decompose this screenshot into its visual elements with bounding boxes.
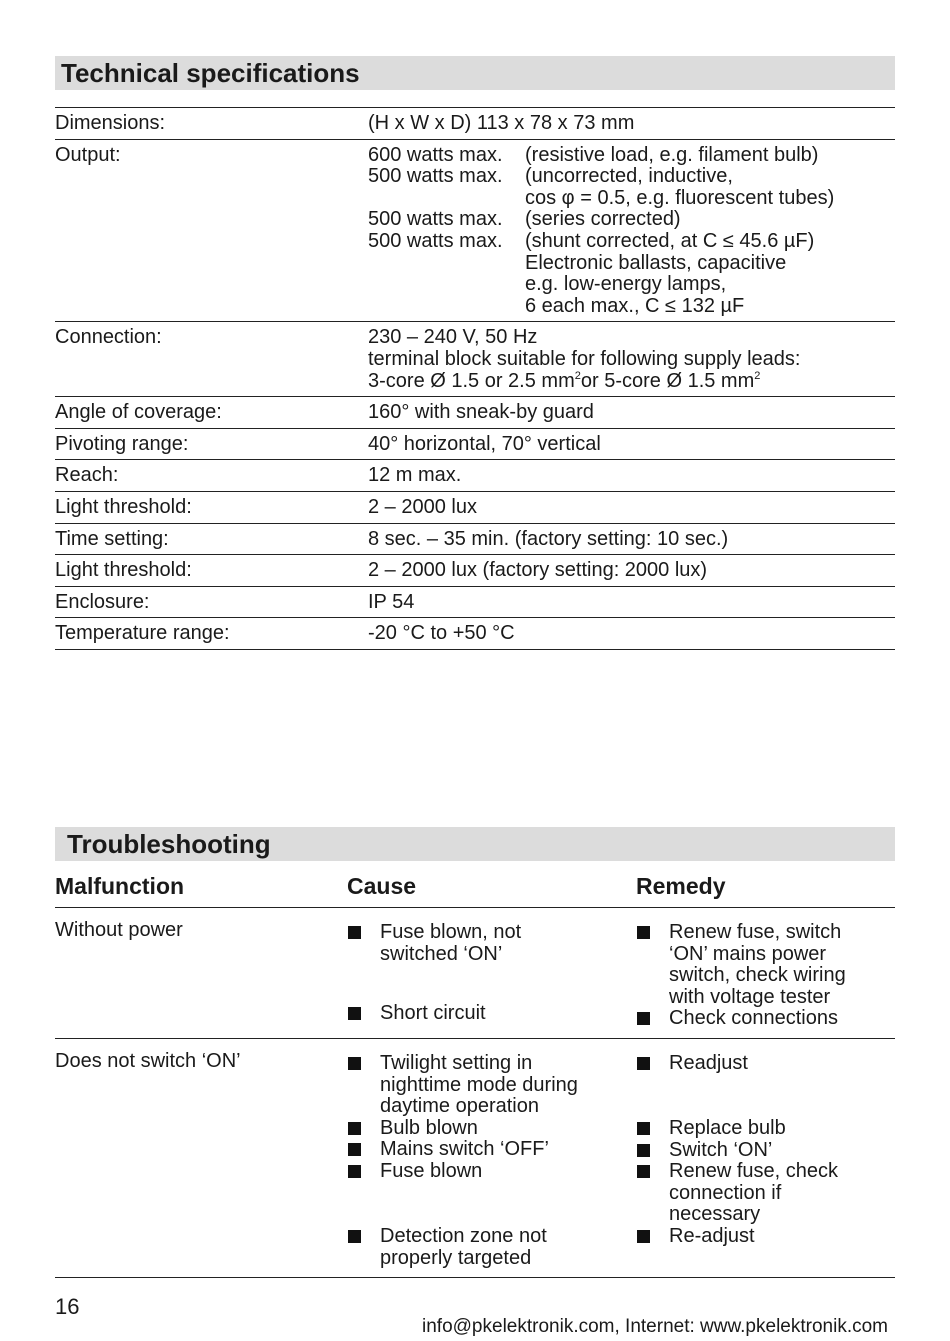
spec-value [368,327,895,392]
page-number: 16 [55,1294,80,1319]
spec-value: IP 54 [368,590,415,613]
spec-value: 2 – 2000 lux [368,495,477,518]
spec-label: Angle of coverage: [55,401,222,424]
remedy-item: Re-adjust [636,1226,895,1248]
square-bullet-icon [348,1165,361,1178]
troubleshooting-row [55,1039,895,1278]
superscript: 2 [574,369,581,382]
square-bullet-icon [637,926,650,939]
specs-table [55,107,895,650]
spec-label: Dimensions: [55,112,166,134]
square-bullet-icon [348,926,361,939]
spec-value: 160° with sneak-by guard [368,401,594,424]
spec-row-dimensions [55,108,895,140]
col-header-cause: Cause [347,873,417,899]
square-bullet-icon [348,1122,361,1135]
output-watts: 500 watts max. [368,229,503,252]
spec-row [55,618,895,650]
troubleshooting-row [55,908,895,1039]
cause-item: Short circuit [347,1003,636,1025]
connection-leads-b: or 5-core Ø 1.5 mm [580,369,755,392]
spec-label: Light threshold: [55,559,192,582]
cause-item: Mains switch ‘OFF’ [347,1139,636,1161]
output-watts [368,188,525,210]
output-desc: Electronic ballasts, capacitive [525,251,787,274]
spec-label: Time setting: [55,527,169,550]
remedy-item: Replace bulb [636,1118,895,1140]
output-watts [368,274,525,296]
remedy-item: Switch ‘ON’ [636,1140,895,1162]
spec-label: Connection: [55,326,162,349]
output-desc: (series corrected) [525,208,681,231]
cause-list [347,922,636,1030]
spec-label: Enclosure: [55,590,150,613]
malfunction: Without power [55,919,183,941]
square-bullet-icon [348,1143,361,1156]
spec-row [55,460,895,492]
spec-row-output [55,140,895,323]
remedy-item: Readjust [636,1053,895,1118]
output-watts: 500 watts max. [368,165,503,188]
connection-leads-a: 3-core Ø 1.5 or 2.5 mm [368,369,575,392]
remedy-list [636,1053,895,1269]
output-watts [368,296,525,318]
specs-title: Technical specifications [55,56,895,90]
spec-row [55,397,895,429]
output-line [368,274,895,296]
output-line [368,253,895,275]
technical-specifications [55,56,895,650]
cause-item: Fuse blown, not switched ‘ON’ [347,922,636,1003]
square-bullet-icon [637,1165,650,1178]
cause-item: Fuse blown [347,1161,636,1226]
cause-item: Bulb blown [347,1118,636,1140]
cause-list [347,1053,636,1269]
square-bullet-icon [348,1230,361,1243]
troubleshooting-header [55,871,895,908]
output-line [368,231,895,253]
spec-value: -20 °C to +50 °C [368,622,515,645]
output-line [368,166,895,188]
col-header-remedy: Remedy [636,873,726,899]
output-line [368,209,895,231]
connection-leads [368,371,895,393]
output-desc: cos φ = 0.5, e.g. fluorescent tubes) [525,186,835,209]
square-bullet-icon [637,1144,650,1157]
spec-value: 8 sec. – 35 min. (factory setting: 10 sec.) [368,527,729,550]
output-line [368,296,895,318]
output-desc: (uncorrected, inductive, [525,165,733,188]
spec-value: 2 – 2000 lux (factory setting: 2000 lux) [368,559,708,582]
connection-terminal: terminal block suitable for following supply leads: [368,347,801,370]
output-desc: 6 each max., C ≤ 132 µF [525,294,745,317]
output-watts [368,253,525,275]
spec-row [55,492,895,524]
connection-voltage: 230 – 240 V, 50 Hz [368,326,538,349]
remedy-item: Renew fuse, switch ‘ON’ mains power switch, check wiring with voltage tester [636,922,895,1008]
spec-value: 12 m max. [368,464,462,487]
output-desc: (shunt corrected, at C ≤ 45.6 µF) [525,229,815,252]
square-bullet-icon [348,1057,361,1070]
square-bullet-icon [637,1230,650,1243]
superscript: 2 [754,369,761,382]
spec-row [55,587,895,619]
troubleshooting [55,827,895,1278]
spec-value: (H x W x D) 113 x 78 x 73 mm [368,112,635,134]
square-bullet-icon [637,1057,650,1070]
spec-value: 40° horizontal, 70° vertical [368,432,601,455]
spec-row [55,524,895,556]
spec-label: Reach: [55,464,119,487]
spec-label: Temperature range: [55,622,230,645]
spec-label: Output: [55,143,121,166]
cause-item: Twilight setting in nighttime mode during daytime operation [347,1053,607,1118]
remedy-list [636,922,895,1030]
output-desc: (resistive load, e.g. filament bulb) [525,143,819,166]
square-bullet-icon [637,1122,650,1135]
output-watts: 600 watts max. [368,143,503,166]
cause-item: Detection zone not properly targeted [347,1226,636,1269]
col-header-malfunction: Malfunction [55,873,185,899]
output-line [368,145,895,167]
remedy-item: Check connections [636,1008,895,1030]
square-bullet-icon [348,1007,361,1020]
spec-row-connection [55,322,895,397]
malfunction: Does not switch ‘ON’ [55,1049,241,1072]
spec-value [368,145,895,318]
spec-row [55,429,895,461]
remedy-item: Renew fuse, check connection if necessary [636,1161,895,1226]
square-bullet-icon [637,1012,650,1025]
spec-row [55,555,895,587]
output-line [368,188,895,210]
output-desc: e.g. low-energy lamps, [525,273,727,296]
spec-label: Pivoting range: [55,432,189,455]
footer-contact: info@pkelektronik.com, Internet: www.pkelektronik.com [422,1316,888,1337]
output-watts: 500 watts max. [368,208,503,231]
troubleshooting-title: Troubleshooting [55,827,895,861]
spec-label: Light threshold: [55,495,192,518]
